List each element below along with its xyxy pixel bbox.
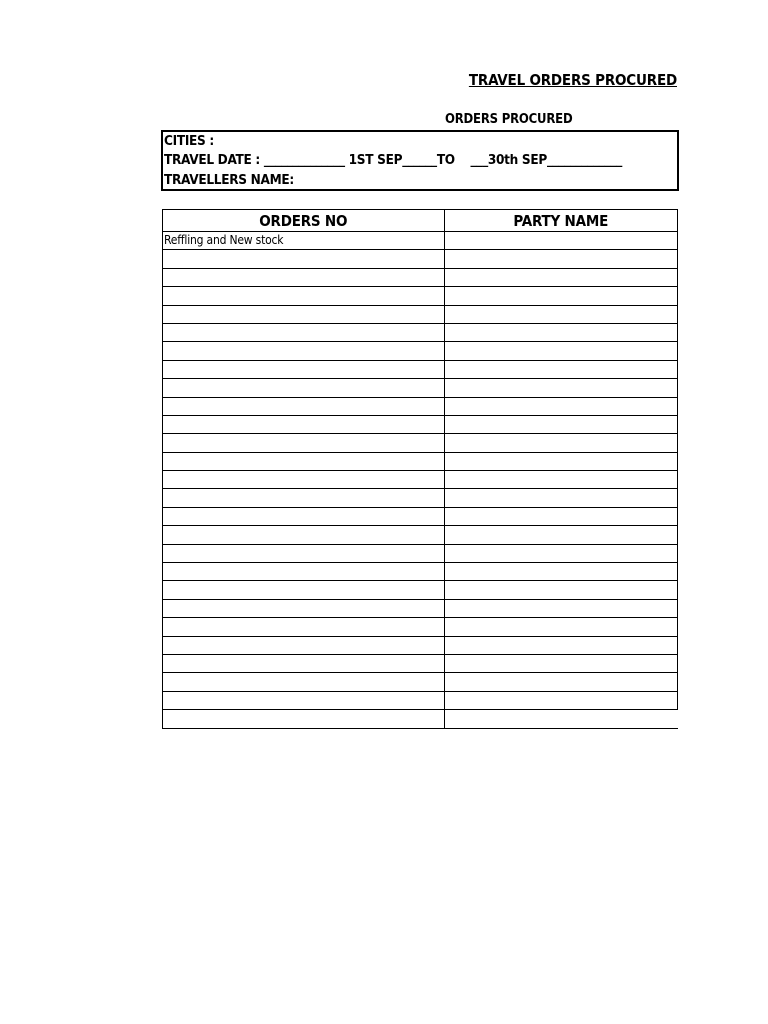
table-row: [163, 563, 678, 581]
party-name-cell[interactable]: [444, 250, 677, 268]
document-subtitle: ORDERS PROCURED: [445, 112, 573, 127]
table-row: [163, 654, 678, 672]
party-name-cell[interactable]: [444, 360, 677, 378]
orders-no-cell[interactable]: [163, 489, 445, 507]
orders-table: [162, 209, 678, 729]
table-row: [163, 618, 678, 636]
orders-no-cell[interactable]: [163, 397, 445, 415]
table-row: [163, 489, 678, 507]
orders-no-cell[interactable]: [163, 434, 445, 452]
table-row: [163, 581, 678, 599]
table-row: [163, 710, 678, 728]
table-row: [163, 673, 678, 691]
table-row: [163, 691, 678, 709]
party-name-cell[interactable]: [444, 526, 677, 544]
table-row: [163, 287, 678, 305]
party-name-cell[interactable]: [444, 415, 677, 433]
party-name-cell[interactable]: [444, 434, 677, 452]
orders-no-cell[interactable]: [163, 268, 445, 286]
orders-no-cell[interactable]: [163, 710, 445, 728]
table-row: [163, 452, 678, 470]
orders-no-cell[interactable]: [163, 415, 445, 433]
travel-date-field: TRAVEL DATE : ______________ 1ST SEP______TO ___30th SEP_____________: [164, 152, 622, 168]
orders-no-cell[interactable]: [163, 636, 445, 654]
table-row: [163, 415, 678, 433]
party-name-cell[interactable]: [444, 287, 677, 305]
orders-no-cell[interactable]: [163, 360, 445, 378]
orders-no-cell[interactable]: Reffling and New stock: [163, 232, 445, 250]
orders-no-cell[interactable]: [163, 563, 445, 581]
orders-no-cell[interactable]: [163, 654, 445, 672]
table-row: [163, 250, 678, 268]
party-name-cell[interactable]: [444, 489, 677, 507]
party-name-cell[interactable]: [444, 379, 677, 397]
orders-no-cell[interactable]: [163, 305, 445, 323]
party-name-cell[interactable]: [444, 599, 677, 617]
party-name-cell[interactable]: [444, 452, 677, 470]
party-name-cell[interactable]: [444, 581, 677, 599]
table-row: [163, 471, 678, 489]
table-row: [163, 544, 678, 562]
orders-no-cell[interactable]: [163, 342, 445, 360]
orders-no-cell[interactable]: [163, 526, 445, 544]
table-row: [163, 360, 678, 378]
table-row: [163, 305, 678, 323]
party-name-cell[interactable]: [444, 397, 677, 415]
travel-info-box: [161, 130, 679, 191]
table-row: [163, 636, 678, 654]
orders-no-cell[interactable]: [163, 250, 445, 268]
party-name-cell[interactable]: [444, 268, 677, 286]
party-name-cell[interactable]: [444, 323, 677, 341]
orders-no-cell[interactable]: [163, 618, 445, 636]
party-name-cell[interactable]: [444, 654, 677, 672]
header-orders-no: ORDERS NO: [163, 210, 445, 232]
orders-no-cell[interactable]: [163, 599, 445, 617]
orders-no-cell[interactable]: [163, 323, 445, 341]
party-name-cell[interactable]: [444, 636, 677, 654]
party-name-cell[interactable]: [444, 544, 677, 562]
document-title: TRAVEL ORDERS PROCURED: [468, 71, 677, 89]
party-name-cell[interactable]: [444, 691, 677, 709]
orders-no-cell[interactable]: [163, 379, 445, 397]
party-name-cell[interactable]: [444, 673, 677, 691]
party-name-cell[interactable]: [444, 305, 677, 323]
orders-no-cell[interactable]: [163, 452, 445, 470]
party-name-cell[interactable]: [444, 563, 677, 581]
table-row: [163, 379, 678, 397]
table-row: [163, 268, 678, 286]
table-header-row: [163, 210, 678, 232]
table-row: [163, 507, 678, 525]
table-row: [163, 599, 678, 617]
table-row: [163, 397, 678, 415]
table-row: [163, 434, 678, 452]
table-row: [163, 526, 678, 544]
party-name-cell[interactable]: [444, 618, 677, 636]
party-name-cell[interactable]: [444, 710, 677, 728]
orders-no-cell[interactable]: [163, 507, 445, 525]
header-party-name: PARTY NAME: [444, 210, 677, 232]
table-row: [163, 342, 678, 360]
party-name-cell[interactable]: [444, 471, 677, 489]
party-name-cell[interactable]: [444, 507, 677, 525]
party-name-cell[interactable]: [444, 232, 677, 250]
orders-no-cell[interactable]: [163, 581, 445, 599]
orders-no-cell[interactable]: [163, 691, 445, 709]
cities-field: CITIES :: [164, 133, 214, 149]
table-row: [163, 232, 678, 250]
orders-no-cell[interactable]: [163, 471, 445, 489]
table-body: [163, 232, 678, 729]
party-name-cell[interactable]: [444, 342, 677, 360]
travellers-name-field: TRAVELLERS NAME:: [164, 172, 294, 188]
orders-no-cell[interactable]: [163, 673, 445, 691]
table-row: [163, 323, 678, 341]
orders-no-cell[interactable]: [163, 544, 445, 562]
orders-no-cell[interactable]: [163, 287, 445, 305]
